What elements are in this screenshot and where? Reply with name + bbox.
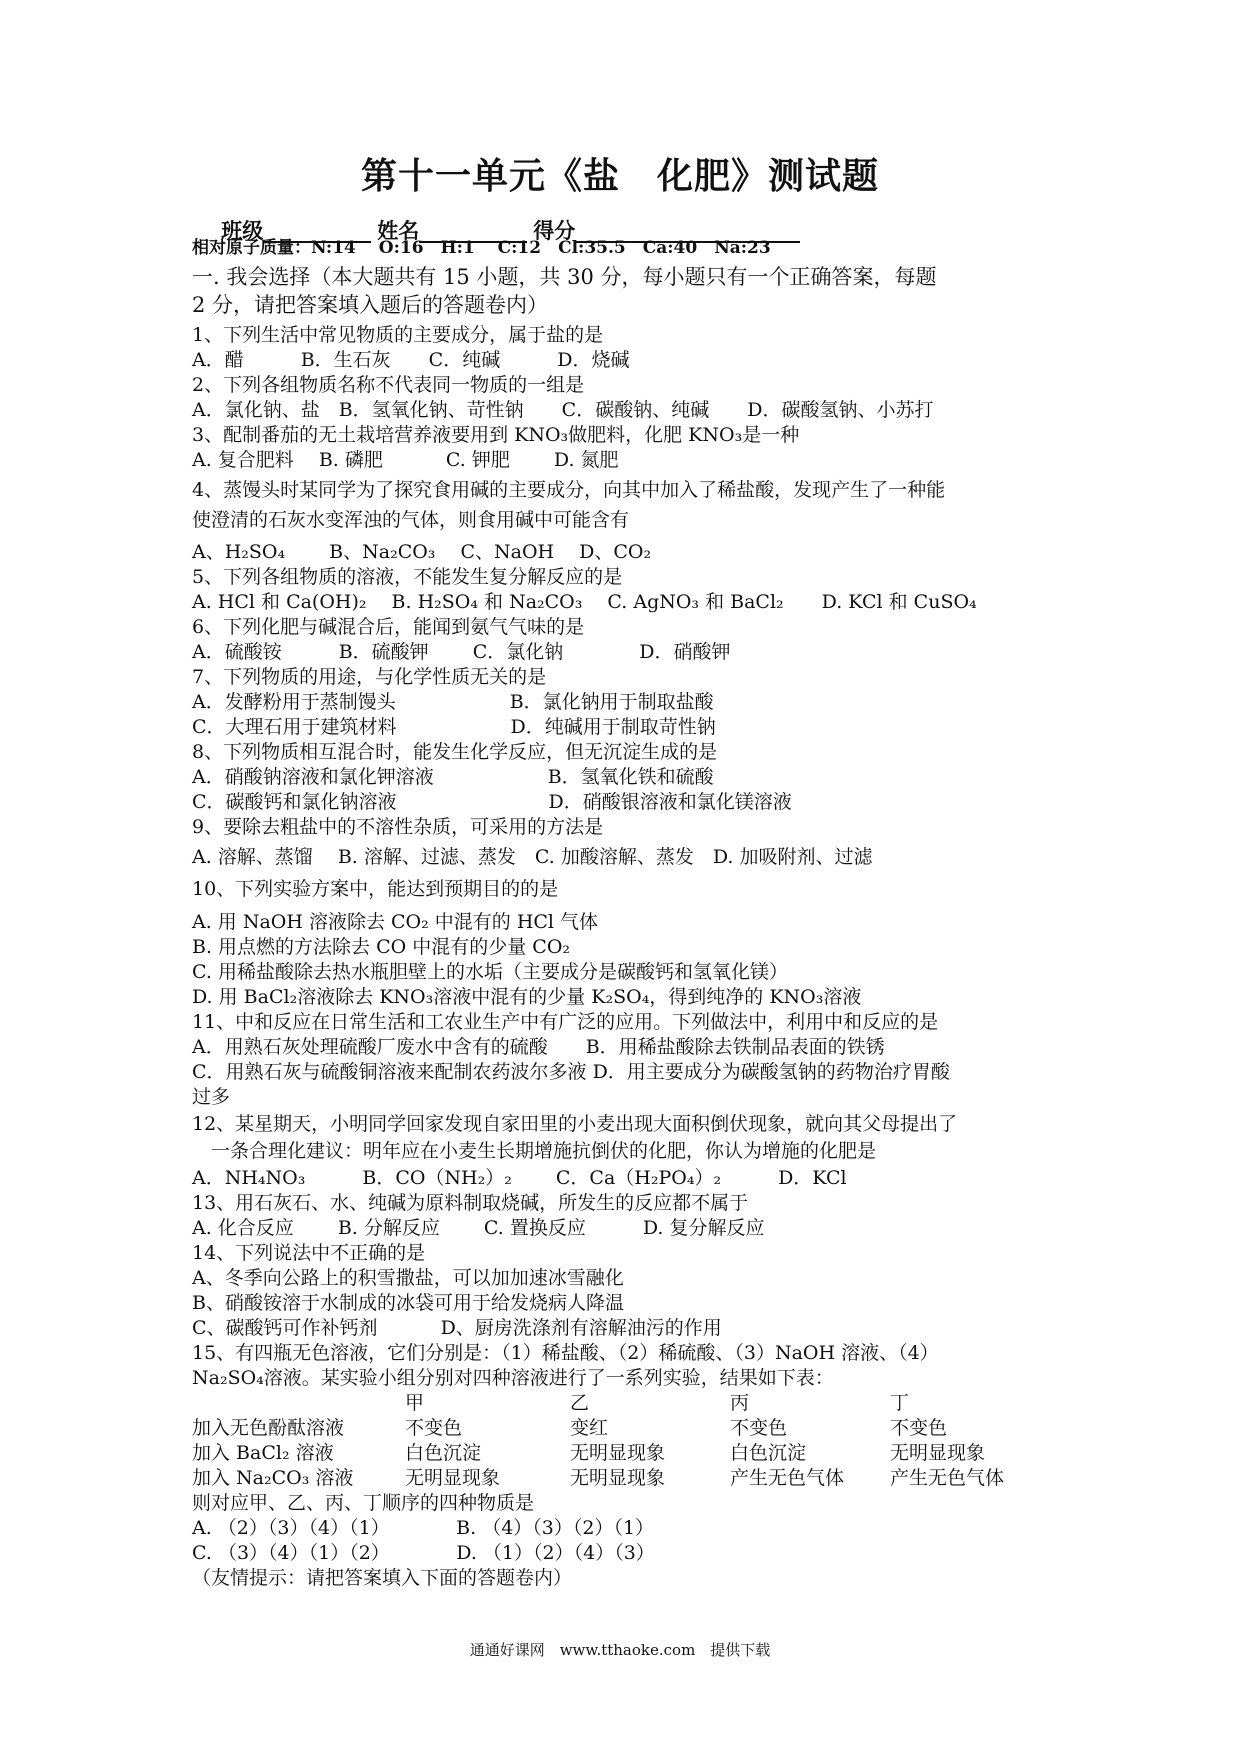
option-line: C．大理石用于建筑材料 D．纯碱用于制取苛性钠 [192, 716, 716, 738]
question-line: 7、下列物质的用途，与化学性质无关的是 [192, 666, 547, 688]
table-header: 丁 [890, 1392, 910, 1414]
question-line: 8、下列物质相互混合时，能发生化学反应，但无沉淀生成的是 [192, 741, 718, 763]
option-line: C．用熟石灰与硫酸铜溶液来配制农药波尔多液 D．用主要成分为碳酸氢钠的药物治疗胃酸 [192, 1061, 950, 1083]
table-row-label: 加入 BaCl₂ 溶液 [192, 1442, 334, 1464]
question-line: 12、某星期天，小明同学回家发现自家田里的小麦出现大面积倒伏现象，就向其父母提出了 [192, 1113, 958, 1135]
table-cell: 白色沉淀 [405, 1442, 482, 1464]
page-title: 第十一单元《盐 化肥》测试题 [360, 155, 879, 197]
question-line: 则对应甲、乙、丙、丁顺序的四种物质是 [192, 1492, 535, 1514]
option-line: A. 溶解、蒸馏 B. 溶解、过滤、蒸发 C. 加酸溶解、蒸发 D. 加吸附剂、过滤 [192, 846, 873, 868]
option-line: A、H₂SO₄ B、Na₂CO₃ C、NaOH D、CO₂ [192, 541, 652, 563]
table-cell: 不变色 [405, 1417, 463, 1439]
question-line: 使澄清的石灰水变浑浊的气体，则食用碱中可能含有 [192, 509, 630, 531]
option-line: B. 用点燃的方法除去 CO 中混有的少量 CO₂ [192, 936, 571, 958]
table-row-label: 加入无色酚酞溶液 [192, 1417, 345, 1439]
page-footer: 通通好课网 www.tthaoke.com 提供下载 [469, 1641, 771, 1659]
table-header: 甲 [405, 1392, 425, 1414]
option-line: A. HCl 和 Ca(OH)₂ B. H₂SO₄ 和 Na₂CO₃ C. AgNO₃ 和 BaCl₂ D. KCl 和 CuSO₄ [192, 591, 977, 613]
table-header: 丙 [730, 1392, 750, 1414]
score-label: 得分 [533, 218, 576, 243]
table-cell: 无明显现象 [570, 1442, 666, 1464]
class-label: 班级 [221, 218, 264, 243]
option-line: B、硝酸铵溶于水制成的冰袋可用于给发烧病人降温 [192, 1292, 624, 1314]
table-cell: 无明显现象 [890, 1442, 986, 1464]
option-line: A．硫酸铵 B．硫酸钾 C．氯化钠 D．硝酸钾 [192, 641, 731, 663]
option-line: A. 化合反应 B. 分解反应 C. 置换反应 D. 复分解反应 [192, 1217, 765, 1239]
question-line: 14、下列说法中不正确的是 [192, 1242, 426, 1264]
table-cell: 无明显现象 [570, 1467, 666, 1489]
question-line: 1、下列生活中常见物质的主要成分，属于盐的是 [192, 324, 604, 346]
question-line: 11、中和反应在日常生活和工农业生产中有广泛的应用。下列做法中，利用中和反应的是 [192, 1011, 939, 1033]
table-cell: 无明显现象 [405, 1467, 501, 1489]
option-line: A．醋 B．生石灰 C．纯碱 D．烧碱 [192, 349, 630, 371]
table-cell: 产生无色气体 [890, 1467, 1005, 1489]
question-line: 13、用石灰石、水、纯碱为原料制取烧碱，所发生的反应都不属于 [192, 1192, 749, 1214]
option-line: A．NH₄NO₃ B．CO（NH₂）₂ C．Ca（H₂PO₄）₂ D．KCl [192, 1167, 847, 1189]
table-cell: 变红 [570, 1417, 609, 1439]
question-line: 10、下列实验方案中，能达到预期目的的是 [192, 878, 559, 900]
table-cell: 白色沉淀 [730, 1442, 807, 1464]
question-line: 6、下列化肥与碱混合后，能闻到氨气气味的是 [192, 616, 585, 638]
hint-line: （友情提示：请把答案填入下面的答题卷内） [192, 1567, 573, 1589]
option-line: A. 用 NaOH 溶液除去 CO₂ 中混有的 HCl 气体 [192, 911, 599, 933]
option-line: A．氯化钠、盐 B．氢氧化钠、苛性钠 C．碳酸钠、纯碱 D．碳酸氢钠、小苏打 [192, 399, 934, 421]
option-line: A．硝酸钠溶液和氯化钾溶液 B．氢氧化铁和硫酸 [192, 766, 714, 788]
section-heading-line-1: 一. 我会选择（本大题共有 15 小题，共 30 分，每小题只有一个正确答案，每题 [192, 265, 937, 289]
option-line: A．发酵粉用于蒸制馒头 B．氯化钠用于制取盐酸 [192, 691, 714, 713]
question-line: 一条合理化建议：明年应在小麦生长期增施抗倒伏的化肥，你认为增施的化肥是 [192, 1140, 877, 1162]
option-line: C. 用稀盐酸除去热水瓶胆壁上的水垢（主要成分是碳酸钙和氢氧化镁） [192, 961, 788, 983]
option-line: A. 复合肥料 B. 磷肥 C. 钾肥 D. 氮肥 [192, 449, 619, 471]
option-line: C．碳酸钙和氯化钠溶液 D．硝酸银溶液和氯化镁溶液 [192, 791, 792, 813]
question-line: 3、配制番茄的无土栽培营养液要用到 KNO₃做肥料，化肥 KNO₃是一种 [192, 424, 800, 446]
table-cell: 产生无色气体 [730, 1467, 845, 1489]
section-heading-line-2: 2 分，请把答案填入题后的答题卷内） [192, 293, 549, 317]
question-line: 4、蒸馒头时某同学为了探究食用碱的主要成分，向其中加入了稀盐酸，发现产生了一种能 [192, 479, 946, 501]
atomic-mass-line: 相对原子质量：N:14 O:16 H:1 C:12 Cl:35.5 Ca:40 Na:23 [192, 238, 771, 258]
name-label: 姓名 [377, 218, 420, 243]
option-line: A．用熟石灰处理硫酸厂废水中含有的硫酸 B．用稀盐酸除去铁制品表面的铁锈 [192, 1036, 885, 1058]
option-line: D. 用 BaCl₂溶液除去 KNO₃溶液中混有的少量 K₂SO₄，得到纯净的 KNO₃溶液 [192, 986, 862, 1008]
question-line: 15、有四瓶无色溶液，它们分别是：（1）稀盐酸、（2）稀硫酸、（3）NaOH 溶液、（4） [192, 1342, 939, 1364]
table-header: 乙 [570, 1392, 590, 1414]
table-row-label: 加入 Na₂CO₃ 溶液 [192, 1467, 354, 1489]
option-line: C、碳酸钙可作补钙剂 D、厨房洗涤剂有溶解油污的作用 [192, 1317, 722, 1339]
question-line: 2、下列各组物质名称不代表同一物质的一组是 [192, 374, 585, 396]
question-line: Na₂SO₄溶液。某实验小组分别对四种溶液进行了一系列实验，结果如下表： [192, 1367, 834, 1389]
table-cell: 不变色 [730, 1417, 788, 1439]
option-line: C. （3）（4）（1）（2） D. （1）（2）（4）（3） [192, 1542, 655, 1564]
table-cell: 不变色 [890, 1417, 948, 1439]
option-line: A. （2）（3）（4）（1） B. （4）（3）（2）（1） [192, 1517, 655, 1539]
option-line: A、冬季向公路上的积雪撒盐，可以加加速冰雪融化 [192, 1267, 624, 1289]
question-line: 5、下列各组物质的溶液，不能发生复分解反应的是 [192, 566, 623, 588]
option-line: 过多 [192, 1086, 231, 1108]
question-line: 9、要除去粗盐中的不溶性杂质，可采用的方法是 [192, 816, 604, 838]
